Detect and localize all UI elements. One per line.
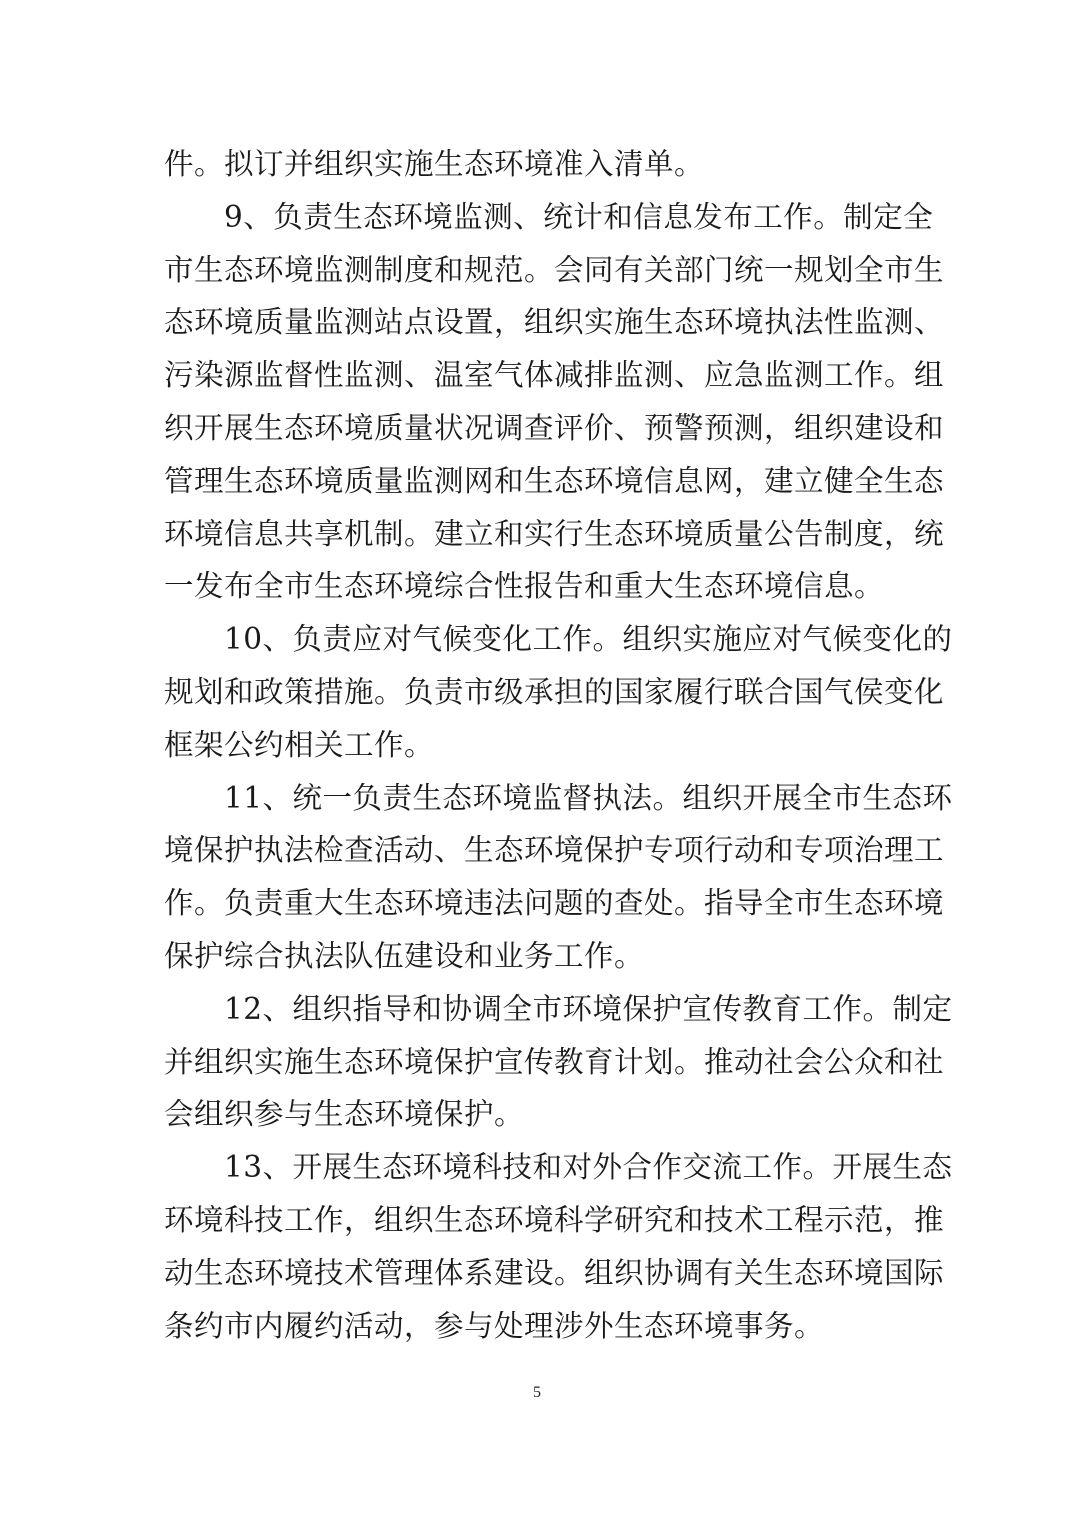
text-line: 态环境质量监测站点设置，组织实施生态环境执法性监测、 [164, 305, 945, 340]
text-line: 境保护执法检查活动、生态环境保护专项行动和专项治理工 [164, 833, 945, 868]
body-text [164, 138, 953, 1352]
text-line: 保护综合执法队伍建设和业务工作。 [164, 938, 645, 973]
text-line: 织开展生态环境质量状况调查评价、预警预测，组织建设和 [164, 410, 945, 445]
paragraph-13-line: 13、开展生态环境科技和对外合作交流工作。开展生态 [224, 1150, 953, 1185]
paragraph-9-line: 9、负责生态环境监测、统计和信息发布工作。制定全 [224, 199, 934, 234]
page-number: 5 [533, 1384, 541, 1401]
text-line: 管理生态环境质量监测网和生态环境信息网，建立健全生态 [164, 463, 945, 498]
text-line: 规划和政策措施。负责市级承担的国家履行联合国气侯变化 [164, 674, 945, 709]
text-line: 一发布全市生态环境综合性报告和重大生态环境信息。 [164, 569, 885, 604]
paragraph-12-line: 12、组织指导和协调全市环境保护宣传教育工作。制定 [224, 991, 953, 1026]
text-line: 环境信息共享机制。建立和实行生态环境质量公告制度，统 [164, 516, 945, 551]
text-line: 环境科技工作，组织生态环境科学研究和技术工程示范，推 [164, 1202, 945, 1237]
text-line: 作。负责重大生态环境违法问题的查处。指导全市生态环境 [164, 886, 945, 921]
text-line: 动生态环境技术管理体系建设。组织协调有关生态环境国际 [164, 1255, 945, 1290]
text-line: 会组织参与生态环境保护。 [164, 1097, 525, 1132]
text-line: 污染源监督性监测、温室气体减排监测、应急监测工作。组 [164, 358, 945, 393]
paragraph-11-line: 11、统一负责生态环境监督执法。组织开展全市生态环 [224, 780, 953, 815]
text-line: 框架公约相关工作。 [164, 727, 435, 762]
text-line: 市生态环境监测制度和规范。会同有关部门统一规划全市生 [164, 252, 945, 287]
text-line: 条约市内履约活动，参与处理涉外生态环境事务。 [164, 1308, 825, 1343]
text-line: 并组织实施生态环境保护宣传教育计划。推动社会公众和社 [164, 1044, 945, 1079]
paragraph-10-line: 10、负责应对气候变化工作。组织实施应对气候变化的 [224, 622, 953, 657]
text-line: 件。拟订并组织实施生态环境准入清单。 [164, 147, 705, 181]
